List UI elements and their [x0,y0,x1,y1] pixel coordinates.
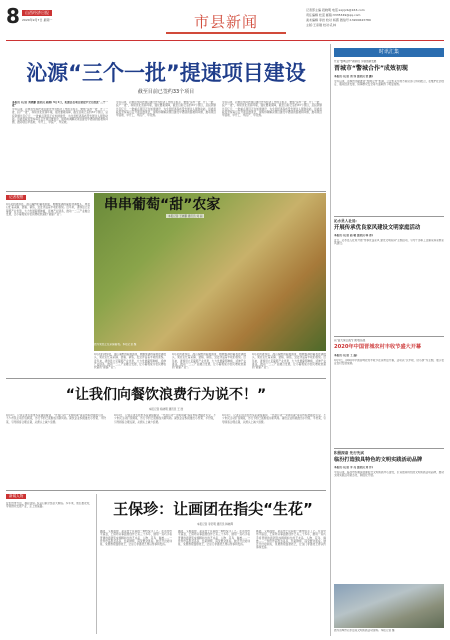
sidebar-item-3-byline: 本报讯 (记者 王 磊) [334,354,358,357]
lead-body-col-2: 今年以来，沁源县坚持把项目建设作为经济工作的主抓手，聚焦“签约一批、开工一批、投产一批”，持续优化营商环境，强化要素保障，截至目前已签约33个项目，总投资额达百亿元，一批重点项目正在加速建设，为全县经济高质量发展注入强劲动能。县委县政府坚持每月召开项目推进会，现场协调解决项目建设中遇到的困难和问题，推动项目早落地、早开工、早投产、早见效。 [116,101,216,118]
sidebar-photo [334,584,444,628]
sidebar-item-4-headline: 临汾打造独具特色的文明实践活动品牌 [334,457,423,463]
sidebar-item-2-body: 近日，沁水县人社局开展“传承优良家风 建设文明家庭”主题活动，引导干部职工注重家庭家教家风建设。 [334,239,444,246]
sidebar-item-2-kicker: 沁水县人社局： [334,219,360,223]
lead-byline: 本报讯 (记者 刘晓鹏 通讯员 赵刚) 9月1日，沁源县在项目建设中全力推进“三个一批” [12,101,108,108]
sidebar-rule-3 [334,448,444,449]
sidebar-item-3-kicker: 以“蓝天保卫战”打好收官战 [334,339,366,342]
sidebar-item-4-body: 今年以来，临汾市积极探索新时代文明实践中心建设，打造独具特色的文明实践活动品牌，推动文明实践活动常态化、制度化开展。 [334,471,444,478]
sidebar-rule-1 [334,216,444,217]
bottom-byline: 本报记者 李宏明 通讯员 韩晓辉 [196,523,234,526]
news-box-label: 新闻人物 [6,494,26,499]
feature-body-bottom-3: 9月初的清徐县，漫山遍野的葡萄园里，颗颗饱满的葡萄挂满枝头，果农们忙着采摘、装箱、销售，处处洋溢着丰收的喜悦。近年来，清徐县立足葡萄产业优势，大力发展葡萄种植，延伸产业链条，推动一二三产业融合发展，让小葡萄成为农民增收致富的“甜蜜产业”。 [252,353,326,370]
sidebar-item-2-headline: 开展传承优良家风建设文明家庭活动 [334,225,421,231]
editor-line-3: 美术编辑 李岩 校对 杨霞 微信号:13200643789 [306,18,371,22]
editor-line-4: 主版:王彦刚 校对:孔林 [306,23,336,27]
sidebar-item-3-headline: 2020年中国晋城农村丰收节盛大开幕 [334,344,422,350]
sidebar-item-2 [334,219,444,299]
mid-article [6,380,326,488]
date-line: 2020年9月7日 星期一 [22,18,53,22]
sidebar-item-4-kicker: 积极探索 先行先试 [334,451,365,455]
sidebar-item-4-byline: 本报讯 (记者 李 亮 通讯员 刘 洋) [334,466,373,469]
sidebar-item-3-body: 9月5日，2020年中国晋城农村丰收节在泽州县开幕，活动以“庆丰收、迎小康”为主题，展示农业农村发展成就。 [334,359,444,366]
sidebar-photo-caption: 图为晋城市沁水县某文明实践活动现场。本报记者 摄 [334,629,395,632]
masthead [6,4,444,42]
news-box-body: 在忻州市代县，提起张保, 乡亲们都会竖起大拇指。多年来，他扎根农村，带领群众发展产业，走上致富路。 [6,502,92,509]
bottom-article [100,492,326,634]
editor-line-2: 责任编辑 杜蕊 邮箱:3335349@qq.com [306,13,361,17]
lead-headline: 沁源“三个一批”提速项目建设 [26,61,306,85]
sidebar-item-3 [334,339,444,419]
sidebar-divider [330,44,331,636]
sidebar-item-1-headline: 晋城市“警城合作”成效初现 [334,65,408,72]
bottom-headline: 王保珍：让画团在指尖“生花” [113,500,313,518]
sidebar-rule-2 [334,336,444,337]
sidebar-item-1-kicker: 开启“警城合作”新阶段 引领创新发展 [334,60,377,63]
feature-photo-caption: 图为果农正在采摘葡萄。本报记者 摄 [94,343,137,346]
feature-byline: 本报记者 王晓鹏 通讯员 刘 丽 [168,215,203,218]
feature-top-rule [6,191,326,192]
mid-body-col-1: 9月2日，记者走进太原市多家餐馆看到，“光盘行动”“文明用餐”等宣传标语随处可见，不少市民主动打包剩菜，厉行节约已逐渐成为新风尚。餐饮企业积极推出小份菜、半份菜，引导顾客合理点餐，从源头上减少浪费。 [6,414,106,424]
news-box [6,492,94,634]
section-title-underline [166,32,286,34]
mid-body-col-2: 9月2日，记者走进太原市多家餐馆看到，“光盘行动”“文明用餐”等宣传标语随处可见，不少市民主动打包剩菜，厉行节约已逐渐成为新风尚。餐饮企业积极推出小份菜、半份菜，引导顾客合理点餐，从源头上减少浪费。 [114,414,216,424]
lead-article [6,44,326,192]
sidebar-item-1-body: 今年以来，晋城市创新推进“警城合作”机制，公安机关与地方政府部门协同配合，在维护社会稳定、服务经济发展、保障群众安全等方面取得了明显成效。 [334,80,444,87]
masthead-rule [6,40,444,41]
feature-body-left: 9月初的清徐县，漫山遍野的葡萄园里，颗颗饱满的葡萄挂满枝头，果农们忙着采摘、装箱、销售，处处洋溢着丰收的喜悦。近年来，清徐县立足葡萄产业优势，大力发展葡萄种植，延伸产业链条，推动一二三产业融合发展，让小葡萄成为农民增收致富的“甜蜜产业”。 [6,203,90,216]
bottom-body-col-2: 画团，又称面塑，是流传于民间的一种传统手工艺。在晋中市平遥县，王保珍从事面塑创作已有三十多年，她用一双巧手将普通的面团变成栩栩如生的艺术品，人物、花鸟、瑞兽……一件件作品形态各异、色彩鲜艳，深受群众喜爱。她还开设培训班，免费教授面塑技艺，让这门非遗技艺得以传承和发扬。 [178,530,250,547]
feature-body-bottom-1: 9月初的清徐县，漫山遍野的葡萄园里，颗颗饱满的葡萄挂满枝头，果农们忙着采摘、装箱、销售，处处洋溢着丰收的喜悦。近年来，清徐县立足葡萄产业优势，大力发展葡萄种植，延伸产业链条，推动一二三产业融合发展，让小葡萄成为农民增收致富的“甜蜜产业”。 [94,353,166,370]
bottom-body-col-3: 画团，又称面塑，是流传于民间的一种传统手工艺。在晋中市平遥县，王保珍从事面塑创作已有三十多年，她用一双巧手将普通的面团变成栩栩如生的艺术品，人物、花鸟、瑞兽……一件件作品形态各异、色彩鲜艳，深受群众喜爱。她还开设培训班，免费教授面塑技艺，让这门非遗技艺得以传承和发扬。 [256,530,326,550]
sidebar-title: 时讯汇集 [334,48,444,57]
lead-subhead: 截至目前已签约33个项目 [137,89,195,95]
lead-body-col-3: 今年以来，沁源县坚持把项目建设作为经济工作的主抓手，聚焦“签约一批、开工一批、投产一批”，持续优化营商环境，强化要素保障，截至目前已签约33个项目，总投资额达百亿元，一批重点项目正在加速建设，为全县经济高质量发展注入强劲动能。县委县政府坚持每月召开项目推进会，现场协调解决项目建设中遇到的困难和问题，推动项目早落地、早开工、早投产、早见效。 [222,101,322,118]
mid-byline: 本报记者 杨晓明 通讯员 王 欣 [148,408,184,411]
mid-headline: “让我们向餐饮浪费行为说不！” [65,387,267,403]
paper-name: 山西经济日报 [22,10,52,16]
page-number: 8 [6,4,20,28]
editor-line-1: 记者部主编 段晓明 电话:sxjrjzb@163.com [306,8,365,12]
sidebar-item-1-byline: 本报讯 (记者 刘 伟 通讯员 张 鹏) [334,75,373,78]
feature-photo [94,193,326,351]
bottom-divider [96,494,97,634]
sidebar-item-1 [334,60,444,138]
feature-body-bottom-2: 9月初的清徐县，漫山遍野的葡萄园里，颗颗饱满的葡萄挂满枝头，果农们忙着采摘、装箱、销售，处处洋溢着丰收的喜悦。近年来，清徐县立足葡萄产业优势，大力发展葡萄种植，延伸产业链条，推动一二三产业融合发展，让小葡萄成为农民增收致富的“甜蜜产业”。 [172,353,246,370]
bottom-top-rule [6,490,326,491]
sidebar [334,44,444,636]
feature-section-label: 记者观察 [6,195,26,200]
lead-body-col-1: 今年以来，沁源县坚持把项目建设作为经济工作的主抓手，聚焦“签约一批、开工一批、投产一批”，持续优化营商环境，强化要素保障，截至目前已签约33个项目，总投资额达百亿元，一批重点项目正在加速建设，为全县经济高质量发展注入强劲动能。县委县政府坚持每月召开项目推进会，现场协调解决项目建设中遇到的困难和问题，推动项目早落地、早开工、早投产、早见效。 [12,108,108,125]
sidebar-item-2-byline: 本报讯 (记者 赵 敏 通讯员 韩 冰) [334,234,373,237]
feature-headline: 串串葡萄“甜”农家 [104,197,221,213]
mid-body-col-3: 9月2日，记者走进太原市多家餐馆看到，“光盘行动”“文明用餐”等宣传标语随处可见，不少市民主动打包剩菜，厉行节约已逐渐成为新风尚。餐饮企业积极推出小份菜、半份菜，引导顾客合理点餐，从源头上减少浪费。 [222,414,326,424]
mid-top-rule [6,378,326,379]
feature-article [6,193,326,375]
section-title: 市县新闻 [194,13,259,31]
sidebar-item-4 [334,451,444,591]
bottom-body-col-1: 画团，又称面塑，是流传于民间的一种传统手工艺。在晋中市平遥县，王保珍从事面塑创作已有三十多年，她用一双巧手将普通的面团变成栩栩如生的艺术品，人物、花鸟、瑞兽……一件件作品形态各异、色彩鲜艳，深受群众喜爱。她还开设培训班，免费教授面塑技艺，让这门非遗技艺得以传承和发扬。 [100,530,172,547]
